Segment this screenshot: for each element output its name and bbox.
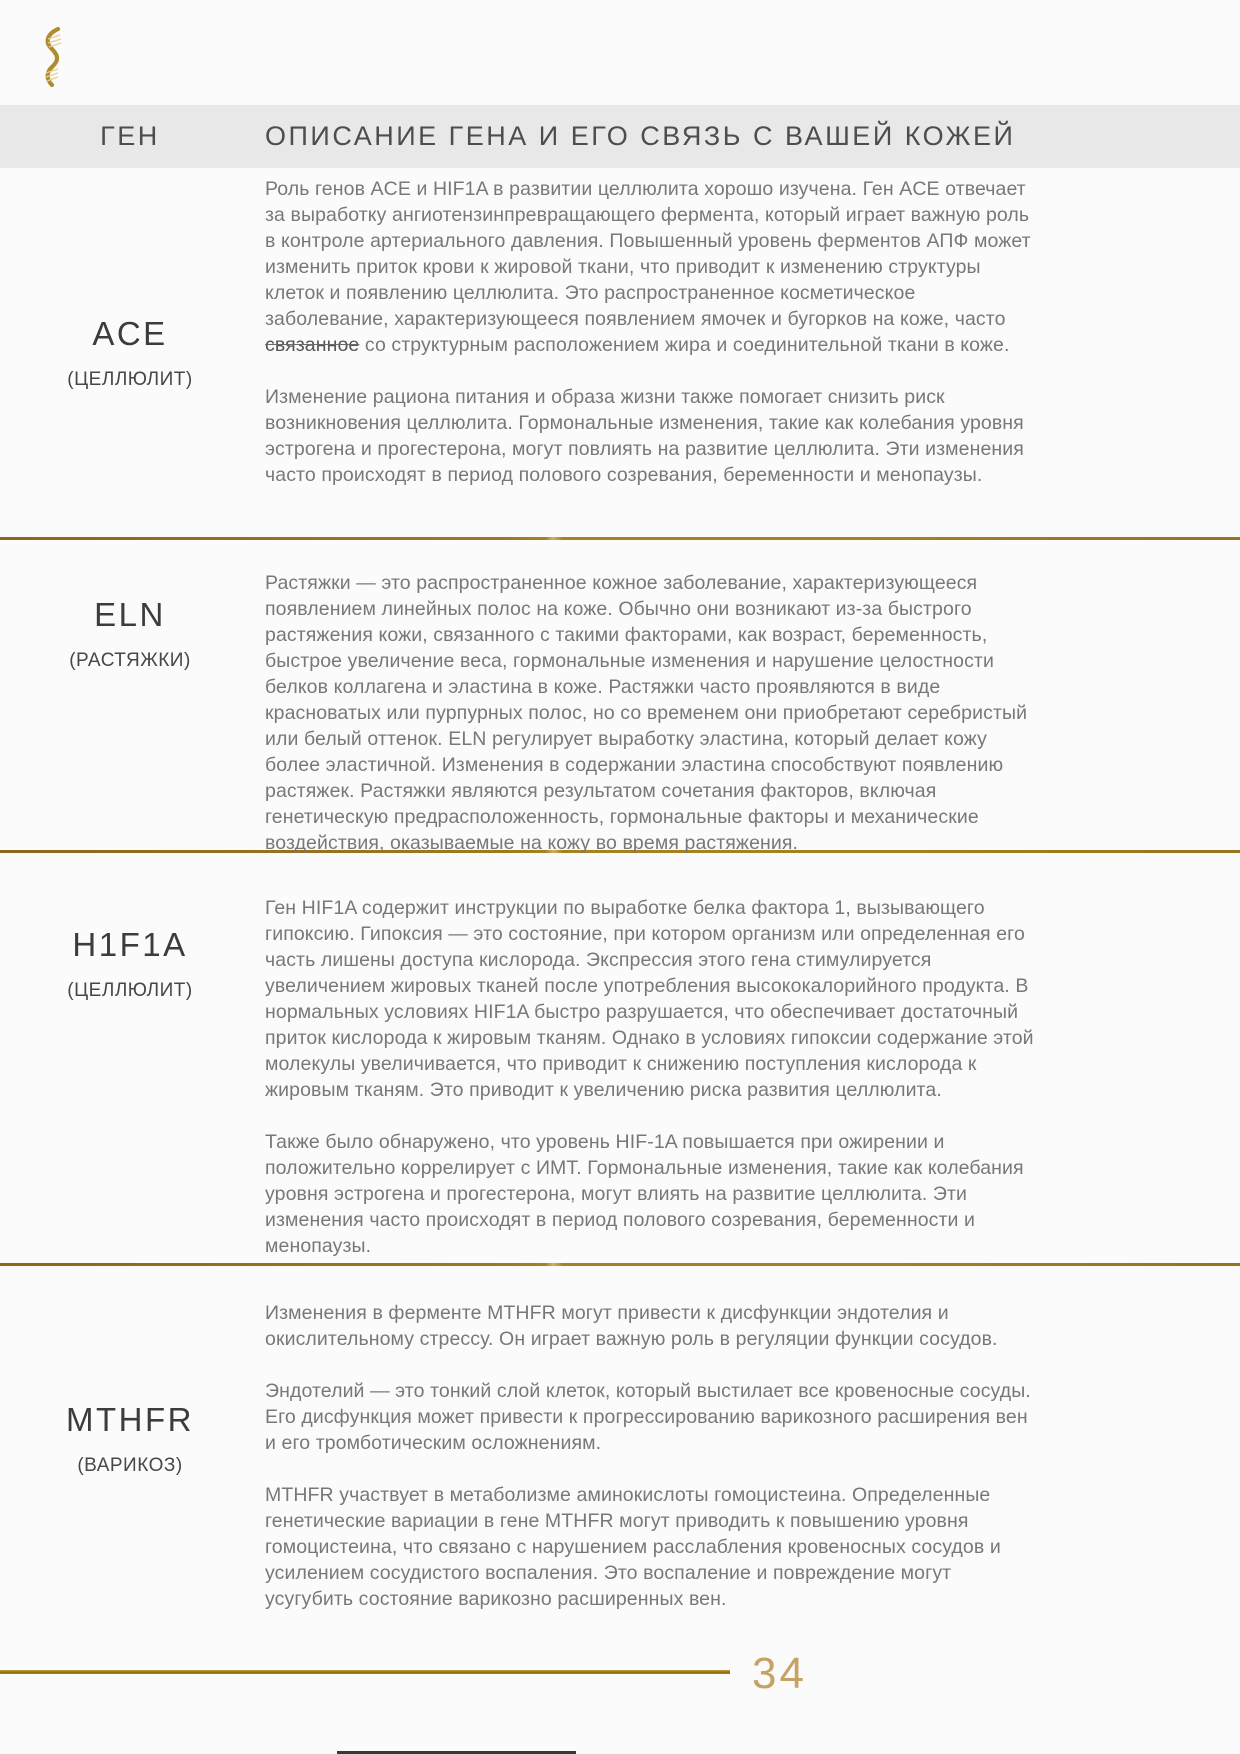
dna-logo-icon <box>40 26 66 88</box>
description-paragraph: Изменение рациона питания и образа жизни также помогает снизить риск возникновения целлюлита. Гормональные изменения, такие как колебания уровня эстрогена и прогестерона, могут повлиять на развитие целлюлита. Эти изменения часто происходят в период полового созревания, беременности и менопаузы. <box>265 386 1024 486</box>
gene-trait: (ЦЕЛЛЮЛИТ) <box>67 369 193 390</box>
gene-row <box>0 1266 1240 1639</box>
gene-label-cell <box>0 540 260 850</box>
gene-label-cell <box>0 853 260 1263</box>
gene-name: ACE <box>92 315 168 352</box>
gene-row <box>0 540 1240 854</box>
gene-label-cell <box>0 1266 260 1639</box>
gene-description-cell <box>260 853 1240 1263</box>
table-header-row <box>0 105 1240 168</box>
description-paragraph: Также было обнаружено, что уровень HIF-1A повышается при ожирении и положительно коррелирует с ИМТ. Гормональные изменения, такие как колебания уровня эстрогена и прогестерона, могут влиять на развитие целлюлита. Эти изменения часто происходят в период полового созревания, беременности и менопаузы. <box>265 1131 1024 1257</box>
description-column-header: ОПИСАНИЕ ГЕНА И ЕГО СВЯЗЬ С ВАШЕЙ КОЖЕЙ <box>265 121 1016 151</box>
struck-word: связанное <box>265 334 360 356</box>
gene-name: MTHFR <box>66 1401 194 1438</box>
description-paragraph: Ген HIF1A содержит инструкции по выработке белка фактора 1, вызывающего гипоксию. Гипоксия — это состояние, при котором организм или определенная его часть лишены доступа кислорода. Экспрессия этого гена стимулируется увеличением жировых тканей после употребления высококалорийного продукта. В нормальных условиях HIF1A быстро разрушается, что обеспечивает достаточный приток кислорода к жировым тканям. Однако в условиях гипоксии содержание этой молекулы увеличивается, что приводит к снижению поступления кислорода к жировым тканям. Это приводит к увеличению риска развития целлюлита. <box>265 897 1034 1101</box>
gene-name: ELN <box>94 596 166 633</box>
description-paragraph: MTHFR участвует в метаболизме аминокислоты гомоцистеина. Определенные генетические вариации в гене MTHFR могут приводить к повышению уровня гомоцистеина, что связано с нарушением расслабления кровеносных сосудов и усилением сосудистого воспаления. Это воспаление и повреждение могут усугубить состояние варикозно расширенных вен. <box>265 1484 1001 1610</box>
gene-table-body <box>0 168 1240 1639</box>
gene-description-cell <box>260 1266 1240 1639</box>
description-paragraph: Эндотелий — это тонкий слой клеток, который выстилает все кровеносные сосуды. Его дисфункция может привести к прогрессированию варикозного расширения вен и его тромботическим осложнениям. <box>265 1380 1031 1454</box>
gene-description-cell <box>260 540 1240 854</box>
gene-trait: (РАСТЯЖКИ) <box>69 650 191 671</box>
gene-row <box>0 853 1240 1263</box>
description-paragraph: Изменения в ферменте MTHFR могут привести к дисфункции эндотелия и окислительному стрессу. Он играет важную роль в регуляции функции сосудов. <box>265 1302 998 1350</box>
gene-name: H1F1A <box>72 926 188 963</box>
gene-trait: (ВАРИКОЗ) <box>77 1455 183 1476</box>
footer-divider <box>0 1670 730 1674</box>
description-paragraph: Роль генов ACE и HIF1A в развитии целлюлита хорошо изучена. Ген ACE отвечает за выработку ангиотензинпревращающего фермента, который играет важную роль в контроле артериального давления. Повышенный уровень ферментов АПФ может изменить приток крови к жировой ткани, что приводит к изменению структуры клеток и появлению целлюлита. Это распространенное косметическое заболевание, характеризующееся появлением ямочек и бугорков на коже, часто связанное со структурным расположением жира и соединительной ткани в коже. <box>265 178 1031 356</box>
gene-description-cell <box>260 168 1240 537</box>
gene-row <box>0 168 1240 537</box>
description-paragraph: Растяжки — это распространенное кожное заболевание, характеризующееся появлением линейных полос на коже. Обычно они возникают из-за быстрого растяжения кожи, связанного с такими факторами, как возраст, беременность, быстрое увеличение веса, гормональные изменения и нарушение целостности белков коллагена и эластина в коже. Растяжки часто проявляются в виде красноватых или пурпурных полос, но со временем они приобретают серебристый или белый оттенок. ELN регулирует выработку эластина, который делает кожу более эластичной. Изменения в содержании эластина способствуют появлению растяжек. Растяжки являются результатом сочетания факторов, включая генетическую предрасположенность, гормональные факторы и механические воздействия, оказываемые на кожу во время растяжения. <box>265 572 1028 854</box>
page-footer <box>0 1639 1240 1729</box>
gene-label-cell <box>0 168 260 537</box>
gene-trait: (ЦЕЛЛЮЛИТ) <box>67 980 193 1001</box>
page-top <box>0 0 1240 105</box>
gene-column-header: ГЕН <box>100 121 160 151</box>
page-number: 34 <box>752 1649 807 1698</box>
